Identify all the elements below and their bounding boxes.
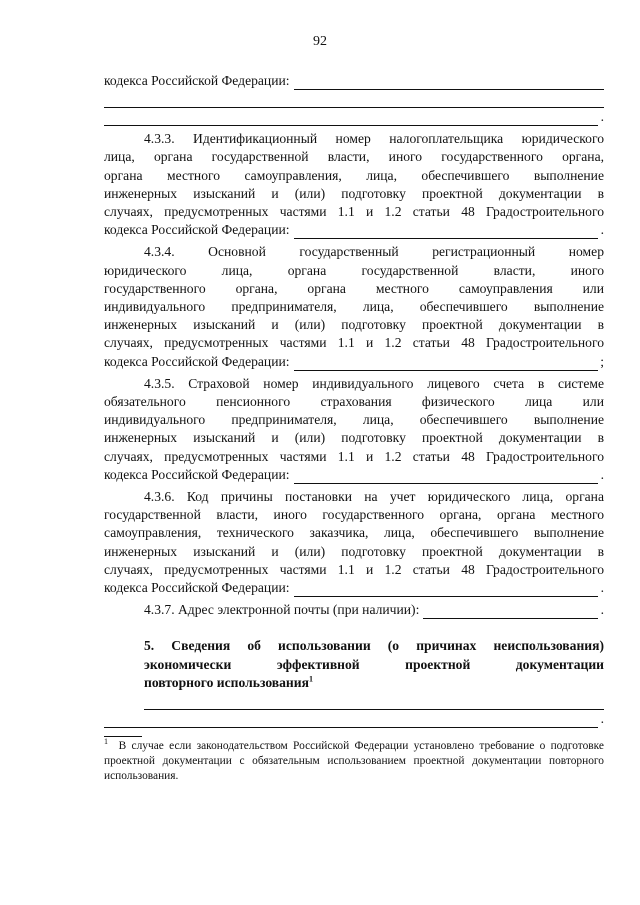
- text-line: 4.3.6. Код причины постановки на учет юридического лица, органа: [144, 489, 604, 505]
- punctuation: .: [600, 109, 604, 124]
- text-line: индивидуального предпринимателя, лица, обеспечившего выполнение: [104, 412, 604, 428]
- fill-line: [104, 579, 604, 597]
- section-5-heading: [104, 637, 604, 692]
- blank-field-row[interactable]: [104, 108, 604, 126]
- blank-field[interactable]: [423, 606, 598, 619]
- field-label: кодекса Российской Федерации:: [104, 73, 290, 88]
- fill-line: [104, 221, 604, 239]
- footnote-separator: [104, 736, 142, 737]
- fill-line: [104, 353, 604, 371]
- punctuation: .: [600, 602, 604, 618]
- blank-field[interactable]: [294, 358, 598, 371]
- text-line: инженерных изысканий и (или) подготовку проектной документации в: [104, 543, 604, 559]
- paragraph-4-3-6: [104, 488, 604, 597]
- text-line: государственного органа, органа местного самоуправления или: [104, 280, 604, 296]
- punctuation: ;: [600, 353, 604, 369]
- text-line: лица, органа государственной власти, иного государственного органа,: [104, 149, 604, 165]
- text-line: 4.3.4. Основной государственный регистрационный номер: [144, 244, 604, 260]
- footnote: [104, 736, 604, 784]
- text-line: индивидуального предпринимателя, лица, обеспечившего выполнение: [104, 299, 604, 315]
- fill-line: [104, 72, 604, 90]
- footnote-text: [104, 739, 604, 784]
- footnote-reference[interactable]: 1: [308, 674, 313, 684]
- punctuation: .: [600, 580, 604, 596]
- punctuation: .: [600, 222, 604, 238]
- text-line: 4.3.5. Страховой номер индивидуального лицевого счета в системе: [144, 375, 604, 391]
- paragraph-4-3-3: [104, 130, 604, 239]
- field-label: кодекса Российской Федерации:: [104, 353, 290, 369]
- heading-line: [104, 674, 604, 692]
- text-line: юридического лица, органа государственной власти, иного: [104, 262, 604, 278]
- blank-field[interactable]: [144, 692, 604, 710]
- text-line: обязательного пенсионного страхования физического лица или: [104, 394, 604, 410]
- blank-field[interactable]: [294, 584, 598, 597]
- blank-field-row[interactable]: [104, 710, 604, 728]
- paragraph-4-3-5: [104, 375, 604, 484]
- blank-field[interactable]: [294, 226, 598, 239]
- text-line: органа местного самоуправления, лица, обеспечившего выполнение: [104, 167, 604, 183]
- field-label: кодекса Российской Федерации:: [104, 466, 290, 482]
- field-label: кодекса Российской Федерации:: [104, 580, 290, 596]
- heading-text: повторного использования: [144, 674, 309, 690]
- text-line: 4.3.3. Идентификационный номер налогоплательщика юридического: [144, 131, 604, 147]
- paragraph-4-3-7: [104, 601, 604, 619]
- text-line: случаях, предусмотренных частями 1.1 и 1.2 статьи 48 Градостроительного: [104, 335, 604, 351]
- text-line: самоуправления, технического заказчика, лица, обеспечившего выполнение: [104, 525, 604, 541]
- text-line: государственной власти, иного государственного органа, органа местного: [104, 507, 604, 523]
- footnote-body: В случае если законодательством Российской Федерации установлено требование о подготовке проектной документации с обязательным использованием проектной документации повторного использования.: [104, 740, 604, 782]
- blank-field[interactable]: [104, 90, 604, 108]
- text-line: случаях, предусмотренных частями 1.1 и 1.2 статьи 48 Градостроительного: [104, 204, 604, 220]
- blank-field[interactable]: [294, 471, 598, 484]
- paragraph-4-3-4: [104, 243, 604, 370]
- text-line: инженерных изысканий и (или) подготовку проектной документации в: [104, 430, 604, 446]
- text-line: случаях, предусмотренных частями 1.1 и 1.2 статьи 48 Градостроительного: [104, 561, 604, 577]
- document-body: [104, 72, 604, 728]
- text-line: инженерных изысканий и (или) подготовку проектной документации в: [104, 317, 604, 333]
- punctuation: .: [600, 466, 604, 482]
- text-line: инженерных изысканий и (или) подготовку проектной документации в: [104, 185, 604, 201]
- heading-line: 5. Сведения об использовании (о причинах неиспользования): [144, 638, 604, 654]
- field-label: кодекса Российской Федерации:: [104, 222, 290, 238]
- heading-line: экономически эффективной проектной документации: [144, 656, 604, 672]
- field-label: 4.3.7. Адрес электронной почты (при наличии):: [144, 602, 420, 618]
- blank-field[interactable]: [294, 77, 604, 90]
- fill-line: [104, 466, 604, 484]
- text-line: случаях, предусмотренных частями 1.1 и 1.2 статьи 48 Градостроительного: [104, 448, 604, 464]
- page-number: 92: [313, 34, 327, 49]
- footnote-mark: 1: [104, 737, 108, 747]
- punctuation: .: [600, 710, 604, 726]
